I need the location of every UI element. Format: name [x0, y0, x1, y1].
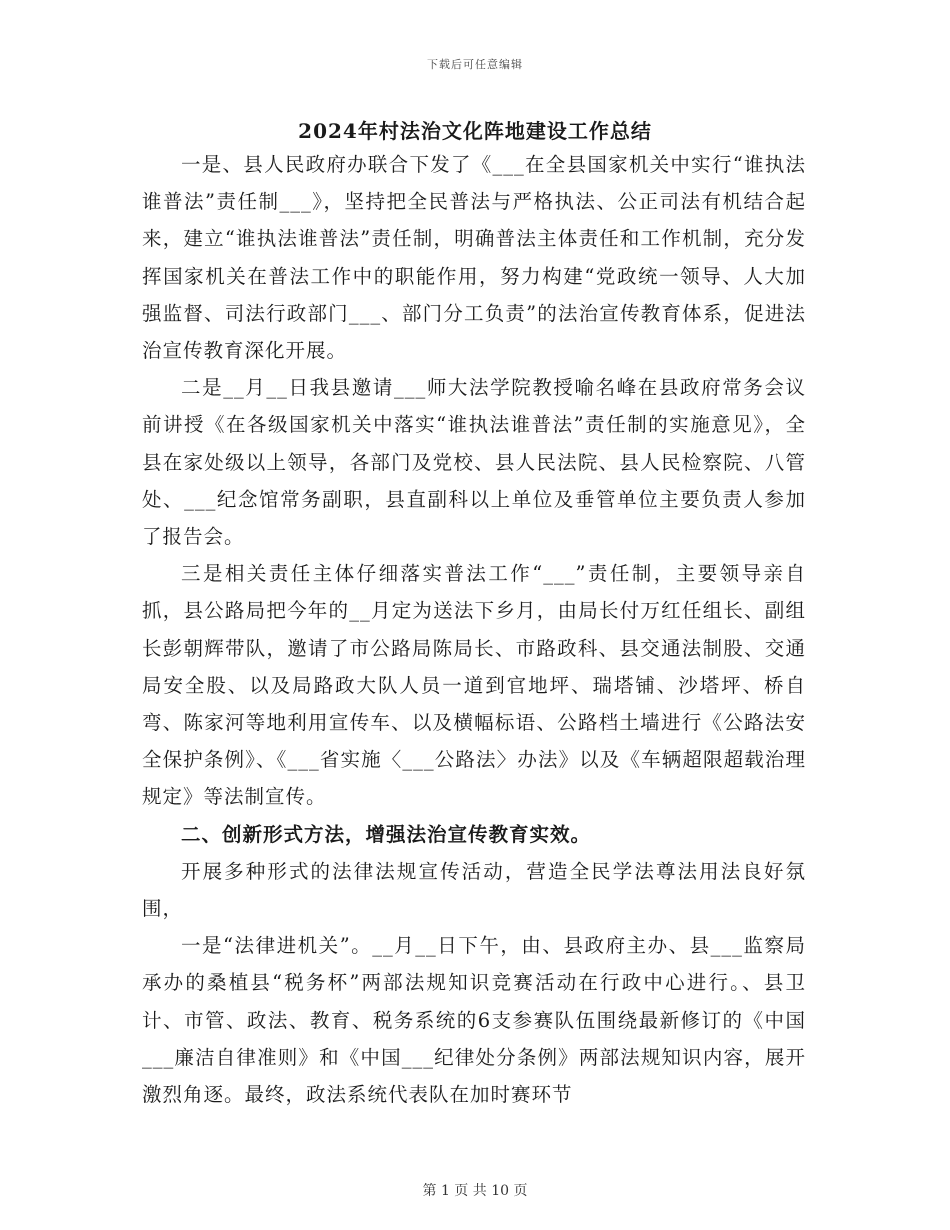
- header-note: 下载后可任意编辑: [427, 58, 523, 71]
- document-body: [142, 146, 806, 1113]
- page-footer: 第 1 页 共 10 页: [422, 1183, 528, 1199]
- paragraph-4: 开展多种形式的法律法规宣传活动，营造全民学法尊法用法良好氛围，: [142, 859, 806, 921]
- paragraph-5: 一是“法律进机关”。__月__日下午，由、县政府主办、县___监察局承办的桑植县“税务杯”两部法规知识竞赛活动在行政中心进行。、县卫计、市管、政法、教育、税务系统的6支参赛队伍围绕最新修订的《中国___廉洁自律准则》和《中国___纪律处分条例》两部法规知识内容，展开激烈角逐。最终，政法系统代表队在加时赛环节: [142, 934, 806, 1107]
- page-title: 2024年村法治文化阵地建设工作总结: [298, 119, 652, 143]
- paragraph-2: 二是__月__日我县邀请___师大法学院教授喻名峰在县政府常务会议前讲授《在各级国家机关中落实“谁执法谁普法”责任制的实施意见》，全县在家处级以上领导，各部门及党校、县人民法院、县人民检察院、八管处、___纪念馆常务副职，县直副科以上单位及垂管单位主要负责人参加了报告会。: [142, 376, 806, 549]
- paragraph-3: 三是相关责任主体仔细落实普法工作“___”责任制，主要领导亲自抓，县公路局把今年的__月定为送法下乡月，由局长付万红任组长、副组长彭朝辉带队，邀请了市公路局陈局长、市路政科、县交通法制股、交通局安全股、以及局路政大队人员一道到官地坪、瑞塔铺、沙塔坪、桥自弯、陈家河等地利用宣传车、以及横幅标语、公路档土墙进行《公路法安全保护条例》、《___省实施〈___公路法〉办法》以及《车辆超限超载治理规定》等法制宣传。: [142, 562, 806, 809]
- section-heading: 二、创新形式方法，增强法治宣传教育实效。: [181, 822, 592, 846]
- paragraph-1: 一是、县人民政府办联合下发了《___在全县国家机关中实行“谁执法谁普法”责任制___》，坚持把全民普法与严格执法、公正司法有机结合起来，建立“谁执法谁普法”责任制，明确普法主体责任和工作机制，充分发挥国家机关在普法工作中的职能作用，努力构建“党政统一领导、人大加强监督、司法行政部门___、部门分工负责”的法治宣传教育体系，促进法治宣传教育深化开展。: [142, 153, 806, 363]
